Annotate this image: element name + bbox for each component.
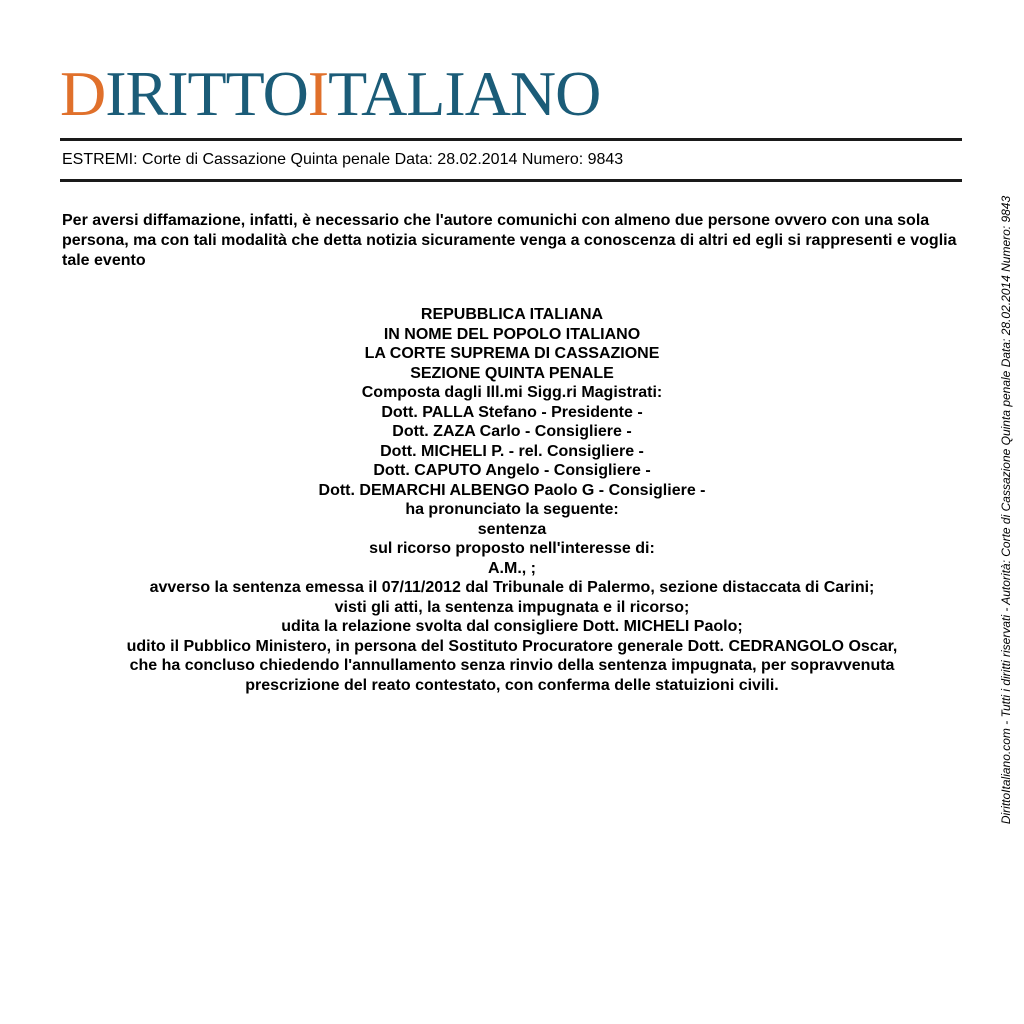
top-divider bbox=[60, 138, 962, 141]
header-line: SEZIONE QUINTA PENALE bbox=[410, 364, 614, 382]
logo-text-iritto: IRITTO bbox=[105, 58, 308, 129]
header-line: sentenza bbox=[477, 520, 547, 538]
logo-text-taliano: TALIANO bbox=[328, 58, 601, 129]
header-line: REPUBBLICA ITALIANA bbox=[420, 306, 604, 323]
header-line: Composta dagli Ill.mi Sigg.ri Magistrati: bbox=[361, 384, 663, 401]
site-logo[interactable] bbox=[60, 58, 601, 129]
header-line: Dott. DEMARCHI ALBENGO Paolo G - Consigliere - bbox=[318, 481, 706, 499]
header-line: Dott. PALLA Stefano - Presidente - bbox=[381, 403, 643, 421]
header-line: che ha concluso chiedendo l'annullamento senza rinvio della sentenza impugnata, per sopravvenuta bbox=[129, 657, 895, 674]
header-line: prescrizione del reato contestato, con conferma delle statuizioni civili. bbox=[245, 676, 779, 694]
copyright-side-note: DirittoItaliano.com - Tutti i diritti riservati - Autorità: Corte di Cassazione Quinta penale Data: 28.02.2014 Numero: 9843 bbox=[999, 195, 1013, 825]
bottom-divider bbox=[60, 179, 962, 182]
header-line: udita la relazione svolta dal consigliere Dott. MICHELI Paolo; bbox=[281, 618, 743, 635]
header-line: A.M., ; bbox=[488, 559, 536, 577]
header-line: Dott. ZAZA Carlo - Consigliere - bbox=[392, 423, 632, 440]
judgment-header bbox=[40, 305, 984, 695]
header-line: avverso la sentenza emessa il 07/11/2012 dal Tribunale di Palermo, sezione distaccata di Carini; bbox=[149, 579, 875, 596]
header-line: IN NOME DEL POPOLO ITALIANO bbox=[383, 325, 641, 343]
legal-maxim: Per aversi diffamazione, infatti, è necessario che l'autore comunichi con almeno due persone ovvero con una sola persona, ma con tali modalità che detta notizia sicuramente venga a conoscenza di altri ed egli si rappresenti e voglia tale evento bbox=[62, 212, 957, 269]
header-line: Dott. CAPUTO Angelo - Consigliere - bbox=[373, 462, 651, 479]
document-references: ESTREMI: Corte di Cassazione Quinta penale Data: 28.02.2014 Numero: 9843 bbox=[62, 151, 624, 168]
header-line: Dott. MICHELI P. - rel. Consigliere - bbox=[380, 442, 644, 460]
header-line: ha pronunciato la seguente: bbox=[405, 501, 619, 518]
header-line: udito il Pubblico Ministero, in persona del Sostituto Procuratore generale Dott. CEDRANGOLO Oscar, bbox=[126, 637, 898, 655]
logo-letter-d: D bbox=[60, 58, 106, 129]
header-line: LA CORTE SUPREMA DI CASSAZIONE bbox=[364, 345, 660, 362]
header-line: sul ricorso proposto nell'interesse di: bbox=[369, 540, 655, 557]
logo-letter-i: I bbox=[307, 58, 329, 129]
header-line: visti gli atti, la sentenza impugnata e il ricorso; bbox=[334, 598, 690, 616]
